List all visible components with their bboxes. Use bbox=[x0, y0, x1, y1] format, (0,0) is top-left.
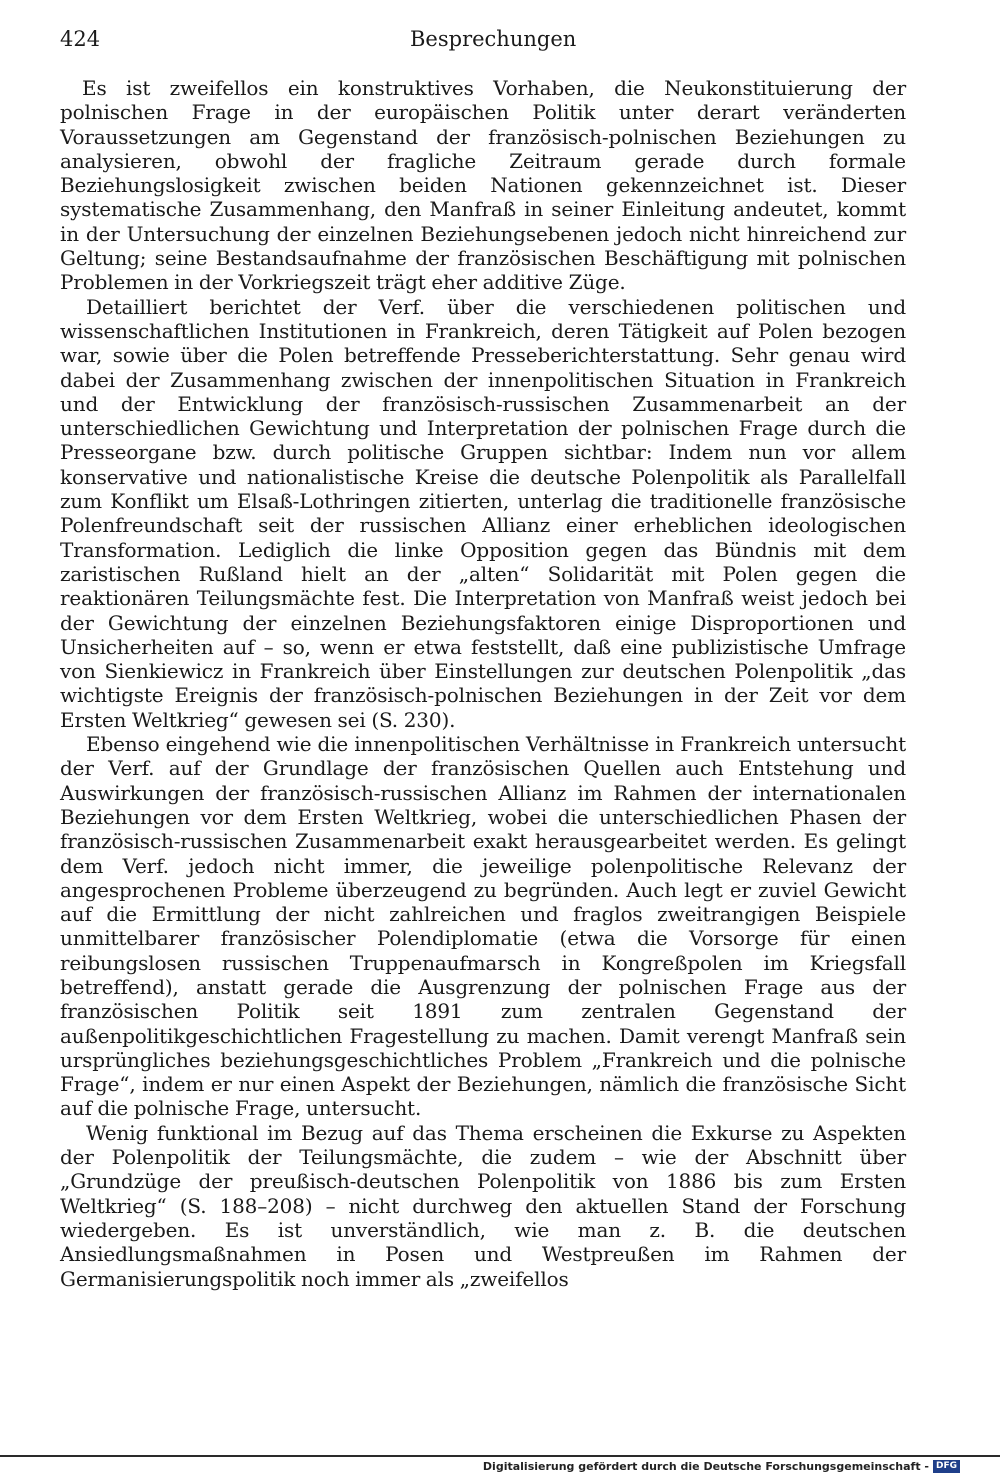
page-number: 424 bbox=[60, 27, 101, 51]
body-text bbox=[60, 76, 906, 1291]
paragraph-4: Wenig funktional im Bezug auf das Thema erscheinen die Exkurse zu Aspekten der Polenpolitik der Teilungsmächte, die zudem – wie der Abschnitt über „Grundzüge der preußisch-deutschen Polenpolitik von 1886 bis zum Ersten Weltkrieg“ (S. 188–208) – nicht durchweg den aktuellen Stand der Forschung wiedergeben. Es ist unverständlich, wie man z. B. die deutschen Ansiedlungsmaßnahmen in Posen und Westpreußen im Rahmen der Germanisierungspolitik noch immer als „zweifellos bbox=[60, 1120, 906, 1291]
paragraph-3: Ebenso eingehend wie die innenpolitischen Verhältnisse in Frankreich untersucht der Verf. auf der Grundlage der französischen Quellen auch Entstehung und Auswirkungen der französisch-russischen Allianz im Rahmen der internationalen Beziehungen vor dem Ersten Weltkrieg, wobei die unterschiedlichen Phasen der französisch-russischen Zusammenarbeit exakt herausgearbeitet werden. Es gelingt dem Verf. jedoch nicht immer, die jeweilige polenpolitische Relevanz der angesprochenen Probleme überzeugend zu begründen. Auch legt er zuviel Gewicht auf die Ermittlung der nicht zahlreichen und fraglos zweitrangigen Beispiele unmittelbarer französischer Polendiplomatie (etwa die Vorsorge für einen reibungslosen russischen Truppenaufmarsch in Kongreßpolen im Kriegsfall betreffend), anstatt gerade die Ausgrenzung der polnischen Frage aus der französischen Politik seit 1891 zum zentralen Gegenstand der außenpolitikgeschichtlichen Fragestellung zu machen. Damit verengt Manfraß sein ursprüngliches beziehungsgeschichtliches Problem „Frankreich und die polnische Frage“, indem er nur einen Aspekt der Beziehungen, nämlich die französische Sicht auf die polnische Frage, untersucht. bbox=[60, 732, 906, 1121]
paragraph-1: Es ist zweifellos ein konstruktives Vorhaben, die Neukonstituierung der polnischen Frage in der europäischen Politik unter derart veränderten Voraussetzungen am Gegenstand der französisch-polnischen Beziehungen zu analysieren, obwohl der fragliche Zeitraum gerade durch formale Beziehungslosigkeit zwischen beiden Nationen gekennzeichnet ist. Dieser systematische Zusammenhang, den Manfraß in seiner Einleitung andeutet, kommt in der Untersuchung der einzelnen Beziehungsebenen jedoch nicht hinreichend zur Geltung; seine Bestandsaufnahme der französischen Beschäftigung mit polnischen Problemen in der Vorkriegszeit trägt eher additive Züge. bbox=[60, 76, 906, 295]
running-head: Besprechungen bbox=[410, 27, 577, 51]
digitization-footer bbox=[483, 1460, 960, 1473]
dfg-logo: DFG bbox=[933, 1460, 960, 1473]
paragraph-2: Detailliert berichtet der Verf. über die verschiedenen politischen und wissenschaftlichen Institutionen in Frankreich, deren Tätigkeit auf Polen bezogen war, sowie über die Polen betreffende Presseberichterstattung. Sehr genau wird dabei der Zusammenhang zwischen der innenpolitischen Situation in Frankreich und der Entwicklung der französisch-russischen Zusammenarbeit an der unterschiedlichen Gewichtung und Interpretation der polnischen Frage durch die Presseorgane bzw. durch politische Gruppen sichtbar: Indem nun vor allem konservative und nationalistische Kreise die deutsche Polenpolitik als Parallelfall zum Konflikt um Elsaß-Lothringen zitierten, unterlag die traditionelle französische Polenfreundschaft seit der russischen Allianz einer erheblichen ideologischen Transformation. Lediglich die linke Opposition gegen das Bündnis mit dem zaristischen Rußland hielt an der „alten“ Solidarität mit Polen gegen die reaktionären Teilungsmächte fest. Die Interpretation von Manfraß weist jedoch bei der Gewichtung der einzelnen Beziehungsfaktoren einige Disproportionen und Unsicherheiten auf – so, wenn er etwa feststellt, daß eine publizistische Umfrage von Sienkiewicz in Frankreich über Einstellungen zur deutschen Polenpolitik „das wichtigste Ereignis der französisch-polnischen Beziehungen in der Zeit vor dem Ersten Weltkrieg“ gewesen sei (S. 230). bbox=[60, 294, 906, 732]
footer-credit-text: Digitalisierung gefördert durch die Deutsche Forschungsgemeinschaft - bbox=[482, 1460, 929, 1473]
bottom-divider bbox=[0, 1455, 1000, 1457]
